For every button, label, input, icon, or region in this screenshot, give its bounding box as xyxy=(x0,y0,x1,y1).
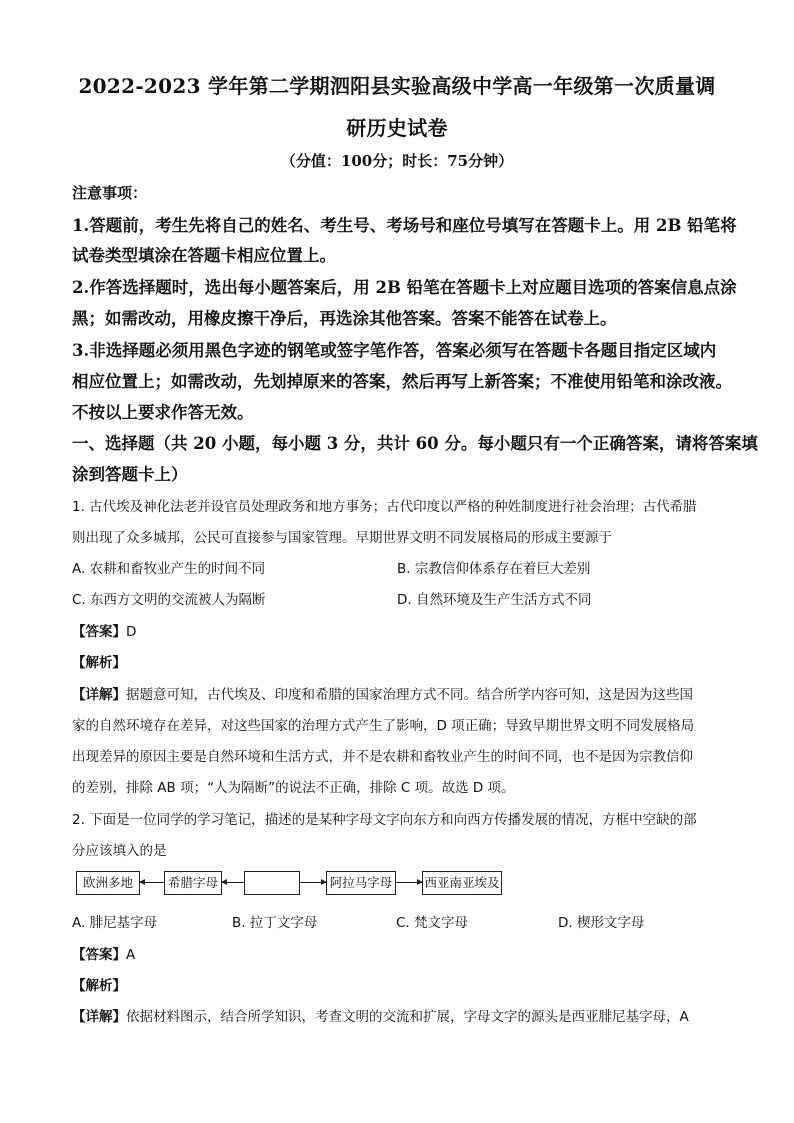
section-heading-line1: 一、选择题（共 20 小题，每小题 3 分，共计 60 分。每小题只有一个正确答案，请将答案填 xyxy=(72,434,758,453)
analysis-label: 【解析】 xyxy=(72,655,126,671)
notes-line: 3.非选择题必须用黑色字迹的钢笔或签字笔作答，答案必须写在答题卡各题目指定区域内 xyxy=(72,341,717,360)
exam-subtitle: （分值：100分；时长：75分钟） xyxy=(280,152,514,170)
diagram-arrow xyxy=(396,882,422,883)
diagram-arrow xyxy=(140,882,164,883)
q2-option-a: A. 腓尼基字母 xyxy=(72,915,158,931)
answer-label: 【答案】 xyxy=(72,624,126,640)
section-heading-line2: 涂到答题卡上） xyxy=(72,465,188,484)
q1-option-a: A. 农耕和畜牧业产生的时间不同 xyxy=(72,561,266,577)
exam-title-line1: 2022-2023 学年第二学期泗阳县实验高级中学高一年级第一次质量调 xyxy=(78,74,716,98)
q2-option-b: B. 拉丁文字母 xyxy=(232,915,318,931)
q2-option-c: C. 梵文字母 xyxy=(396,915,469,931)
q2-diagram xyxy=(76,871,506,897)
notes-line: 相应位置上；如需改动，先划掉原来的答案，然后再写上新答案；不准使用铅笔和涂改液。 xyxy=(72,372,732,391)
detail-label: 【详解】 xyxy=(72,1009,126,1025)
q2-answer xyxy=(72,943,135,963)
diagram-box-greek: 希腊字母 xyxy=(164,871,222,895)
q1-detail-line: 家的自然环境存在差异，对这些国家的治理方式产生了影响，D 项正确；导致早期世界文明不同发展格局 xyxy=(72,718,695,734)
diagram-arrow xyxy=(222,882,244,883)
q1-option-c: C. 东西方文明的交流被人为隔断 xyxy=(72,592,266,608)
exam-title-line2: 研历史试卷 xyxy=(346,116,448,140)
answer-value: A xyxy=(126,947,136,963)
diagram-arrow xyxy=(300,882,326,883)
diagram-box-west-asia: 西亚南亚埃及 xyxy=(422,871,502,895)
notes-line: 试卷类型填涂在答题卡相应位置上。 xyxy=(72,246,336,265)
analysis-label: 【解析】 xyxy=(72,978,126,994)
notes-line: 2.作答选择题时，选出每小题答案后，用 2B 铅笔在答题卡上对应题目选项的答案信息点涂 xyxy=(72,278,737,297)
q1-stem-line: 1. 古代埃及神化法老并设官员处理政务和地方事务；古代印度以严格的种姓制度进行社会治理；古代希腊 xyxy=(72,499,697,515)
q1-analysis xyxy=(72,651,126,671)
q1-stem-line: 则出现了众多城邦，公民可直接参与国家管理。早期世界文明不同发展格局的形成主要源于 xyxy=(72,530,612,546)
q1-detail-line xyxy=(72,683,693,703)
answer-label: 【答案】 xyxy=(72,947,126,963)
q2-stem-line: 分应该填入的是 xyxy=(72,843,167,859)
q2-detail-line xyxy=(72,1005,689,1025)
q1-detail-line: 的差别，排除 AB 项；“人为隔断”的说法不正确，排除 C 项。故选 D 项。 xyxy=(72,780,515,796)
notes-heading: 注意事项： xyxy=(72,184,148,202)
detail-label: 【详解】 xyxy=(72,687,126,703)
notes-line: 黑；如需改动，用橡皮擦干净后，再选涂其他答案。答案不能答在试卷上。 xyxy=(72,309,617,328)
notes-line: 1.答题前，考生先将自己的姓名、考生号、考场号和座位号填写在答题卡上。用 2B 铅笔将 xyxy=(72,216,737,235)
q2-stem-line: 2. 下面是一位同学的学习笔记，描述的是某种字母文字向东方和向西方传播发展的情况，方框中空缺的部 xyxy=(72,812,697,828)
q1-option-d: D. 自然环境及生产生活方式不同 xyxy=(397,592,592,608)
diagram-box-blank xyxy=(244,871,300,895)
q1-option-b: B. 宗教信仰体系存在着巨大差别 xyxy=(397,561,591,577)
detail-text: 依据材料图示，结合所学知识，考查文明的交流和扩展，字母文字的源头是西亚腓尼基字母，A xyxy=(126,1009,689,1025)
notes-line: 不按以上要求作答无效。 xyxy=(72,403,254,422)
q1-detail-line: 出现差异的原因主要是自然环境和生活方式，并不是农耕和畜牧业产生的时间不同，也不是因为宗教信仰 xyxy=(72,749,693,765)
detail-text: 据题意可知，古代埃及、印度和希腊的国家治理方式不同。结合所学内容可知，这是因为这些国 xyxy=(126,687,693,703)
diagram-box-aramaic: 阿拉马字母 xyxy=(326,871,396,895)
q2-analysis xyxy=(72,974,126,994)
answer-value: D xyxy=(126,624,137,640)
q1-answer xyxy=(72,620,136,640)
q2-option-d: D. 楔形文字母 xyxy=(558,915,645,931)
diagram-box-europe: 欧洲多地 xyxy=(76,871,140,895)
